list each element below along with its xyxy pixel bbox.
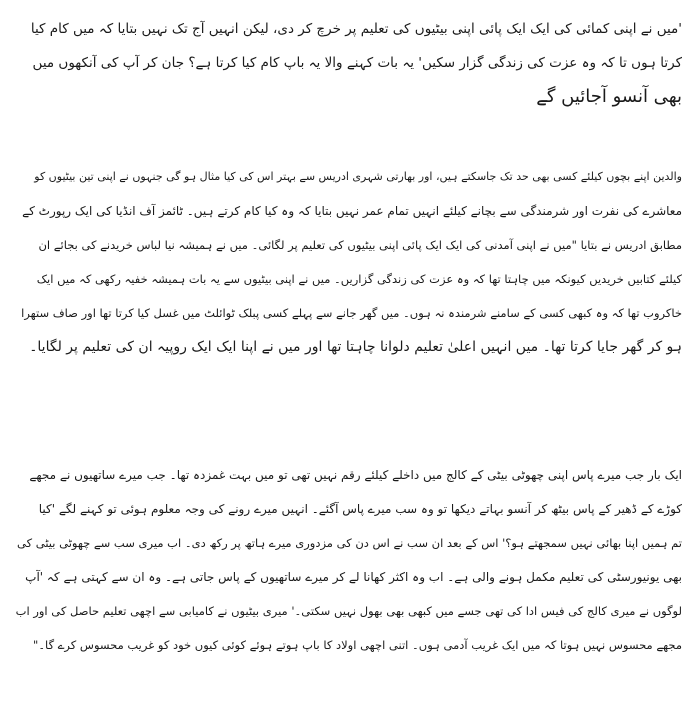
text-line: معاشرے کی نفرت اور شرمندگی سے بچانے کیلئے انہیں تمام عمر نہیں بتایا کہ وہ کیا کام کرتے ہیں۔ ٹائمز آف انڈیا کی ایک رپورٹ کے (22, 204, 682, 218)
text-line: خاکروب تھا کہ وہ کبھی کسی کے سامنے شرمندہ نہ ہوں۔ میں گھر جانے سے پہلے کسی پبلک ٹوائلٹ میں غسل کیا کرتا تھا اور صاف ستھرا (21, 306, 682, 320)
text-line: تم ہمیں اپنا بھائی نہیں سمجھتے ہو؟' اس کے بعد ان سب نے اس دن کی مزدوری میرے ہاتھ پر رکھ دی۔ اب میری سب سے چھوٹی بیٹی کی (17, 536, 682, 550)
text-line: ہو کر گھر جایا کرتا تھا۔ میں انہیں اعلیٰ تعلیم دلوانا چاہتا تھا اور میں نے اپنا ایک ایک روپیہ ان کی تعلیم پر لگایا۔ (29, 339, 682, 355)
text-line: کرتا ہوں تا کہ وہ عزت کی زندگی گزار سکیں' یہ بات کہنے والا یہ باپ کام کیا کرتا ہے؟ جان کر آپ کی آنکھوں میں (32, 55, 682, 71)
intro-paragraph (14, 12, 682, 114)
text-line: لوگوں نے میری کالج کی فیس ادا کی تھی جسے میں کبھی بھی بھول نہیں سکتی۔' میری بیٹیوں نے کامیابی سے اچھی تعلیم حاصل کی اور اب (15, 604, 682, 618)
text-line: ایک بار جب میرے پاس اپنی چھوٹی بیٹی کے کالج میں داخلے کیلئے رقم نہیں تھی تو میں بہت غمزدہ تھا۔ جب میرے ساتھیوں نے مجھے (29, 468, 682, 482)
text-line: کیلئے کتابیں خریدیں کیونکہ میں چاہتا تھا کہ وہ عزت کی زندگی گزاریں۔ میں نے اپنی بیٹیوں سے یہ بات ہمیشہ خفیہ رکھی کہ میں ایک (36, 272, 682, 286)
text-line: بھی یونیورسٹی کی تعلیم مکمل ہونے والی ہے۔ اب وہ اکثر کھانا لے کر میرے ساتھیوں کے پاس جاتی ہے۔ وہ ان سے کہتی ہے کہ 'آپ (25, 570, 682, 584)
text-line: مجھے محسوس نہیں ہوتا کہ میں ایک غریب آدمی ہوں۔ اتنی اچھی اولاد کا باپ ہوتے ہوئے کوئی کیوں خود کو غریب محسوس کرے گا۔" (33, 638, 682, 652)
text-line: والدین اپنے بچوں کیلئے کسی بھی حد تک جاسکتے ہیں، اور بھارتی شہری ادریس سے بہتر اس کی کیا مثال ہو گی جنہوں نے اپنی تین بیٹیوں کو (34, 170, 682, 183)
text-line: مطابق ادریس نے بتایا "میں نے اپنی آمدنی کی ایک ایک پائی اپنی بیٹیوں کی تعلیم پر لگائی۔ میں نے ہمیشہ نیا لباس خریدنے کی بجائے ان (38, 238, 682, 252)
text-line: کوڑے کے ڈھیر کے پاس بیٹھ کر آنسو بہاتے دیکھا تو وہ سب میرے پاس آگئے۔ انہیں میرے رونے کی وجہ معلوم ہوئی تو کہنے لگے 'کیا (38, 502, 682, 516)
closing-paragraph (14, 458, 682, 662)
body-paragraph (14, 160, 682, 364)
text-line: بھی آنسو آجائیں گے (536, 86, 682, 107)
text-line: 'میں نے اپنی کمائی کی ایک ایک پائی اپنی بیٹیوں کی تعلیم پر خرچ کر دی، لیکن انہیں آج تک نہیں بتایا کہ میں کام کیا (30, 21, 682, 37)
